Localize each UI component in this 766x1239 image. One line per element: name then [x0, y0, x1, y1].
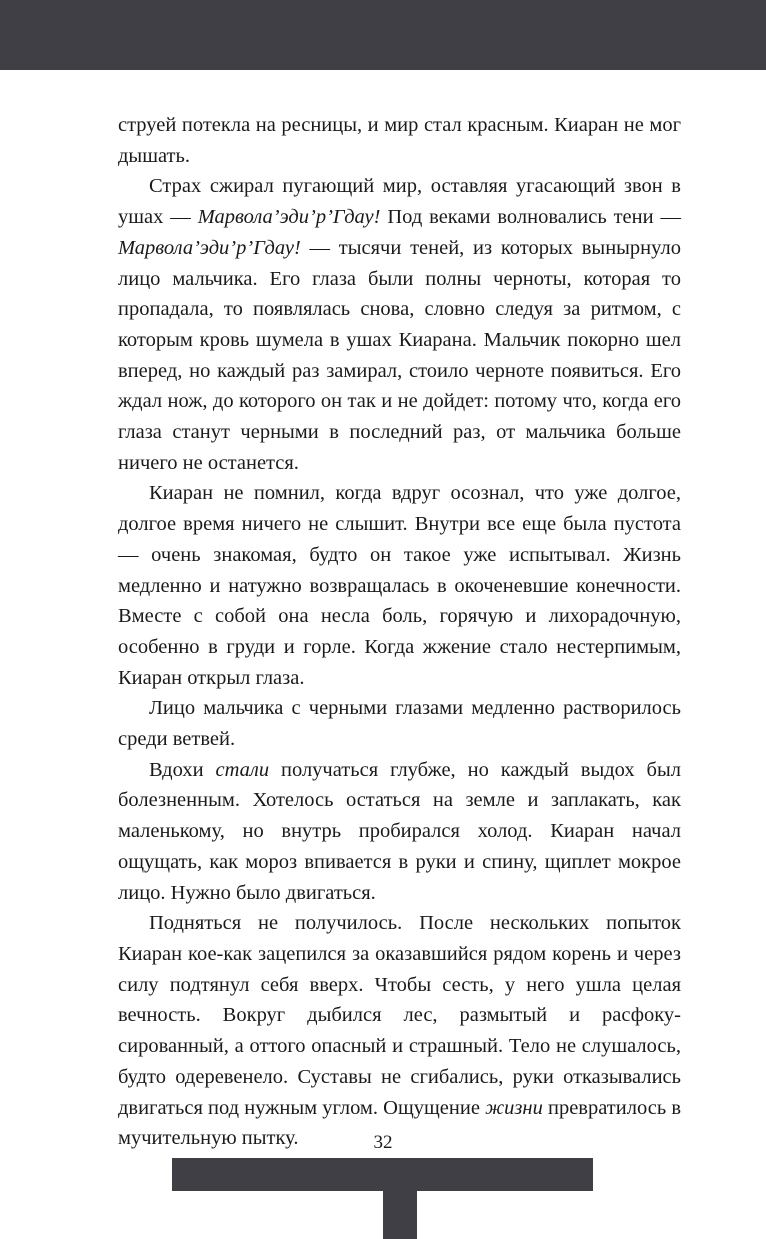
page-body-text	[118, 110, 681, 1154]
page-number: 32	[373, 1132, 393, 1153]
text-run: превратилось в мучительную пытку.	[118, 1096, 681, 1150]
italic-phrase: жизни	[485, 1096, 543, 1119]
text-run: Киаран не помнил, когда вдруг осознал, что уже долгое, долгое время ничего не слышит. Внутри все еще была пустота — очень знакомая, будто он такое уже испытывал. Жизнь медленно и натужно возвращалась в окоченевшие конечности. Вместе с собой она несла боль, горячую и лихорадочную, особенно в груди и горле. Когда жжение стало нестерпимым, Киаран открыл глаза.	[118, 482, 681, 689]
italic-phrase: стали	[215, 758, 270, 781]
text-run: Под веками волновались тени —	[380, 206, 681, 229]
paragraph	[118, 693, 681, 754]
text-run: Подняться не получилось. После нескольких попыток Киаран кое-как зацепился за оказавшийся рядом корень и через силу подтянул себя вверх. Чтобы сесть, у него ушла целая вечность. Вокруг дыбился лес, размытый и расфокусированный, а оттого опасный и страшный. Тело не слушалось, будто одеревенело. Суставы не сгибались, руки отказывались двигаться под нужным углом. Ощущение	[118, 912, 681, 1119]
paragraph	[118, 110, 681, 171]
text-run: струей потекла на ресницы, и мир стал красным. Киаран не мог дышать.	[118, 114, 681, 167]
paragraph	[118, 478, 681, 693]
paragraph	[118, 755, 681, 909]
italic-phrase: Марвола’эди’р’Гдау!	[118, 236, 301, 259]
text-run: получаться глубже, но каждый выдох был болезненным. Хотелось остаться на земле и заплакать, как маленькому, но внутрь пробирался холод. Киаран начал ощущать, как мороз впивается в руки и спину, щиплет мокрое лицо. Нужно было двигаться.	[118, 758, 681, 904]
paragraph	[118, 171, 681, 478]
footer-decorative-stem	[383, 1191, 417, 1239]
italic-phrase: Марвола’эди’р’Гдау!	[197, 206, 381, 229]
text-run: Вдохи	[149, 758, 216, 781]
top-decorative-band	[0, 0, 766, 70]
text-run: Лицо мальчика с черными глазами медленно растворилось среди ветвей.	[118, 697, 681, 751]
text-run: — тысячи теней, из которых вынырнуло лицо мальчика. Его глаза были полны черноты, которая то пропадала, то появлялась снова, словно следуя за ритмом, с которым кровь шумела в ушах Киарана. Мальчик покорно шел вперед, но каждый раз замирал, стоило черноте появиться. Его ждал нож, до которого он так и не дойдет: потому что, когда его глаза станут черными в последний раз, от мальчика больше ничего не останется.	[118, 236, 681, 474]
paragraph	[118, 908, 681, 1154]
footer-decorative-bar	[172, 1158, 593, 1191]
text-run: Страх сжирал пугающий мир, оставляя угасающий звон в ушах —	[118, 175, 681, 229]
